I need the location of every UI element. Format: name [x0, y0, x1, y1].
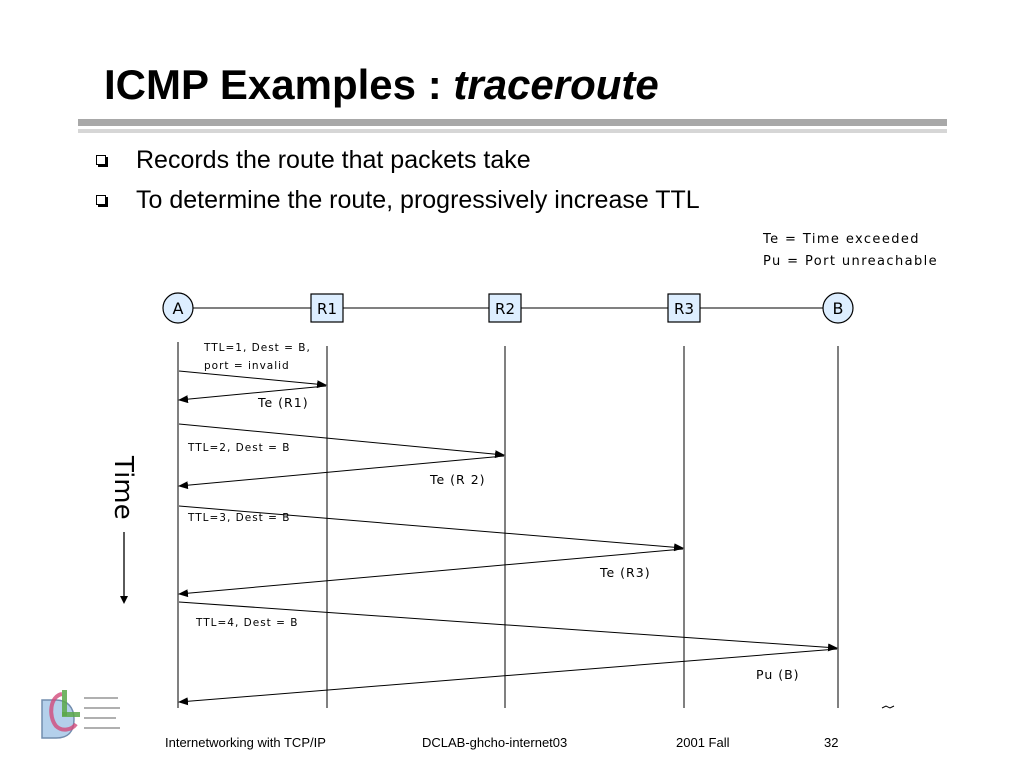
- node-r3-label: R3: [674, 300, 694, 318]
- time-axis-label: Time: [108, 456, 138, 520]
- slide-title-main: ICMP Examples :: [104, 61, 454, 108]
- probe-2-label: TTL=2, Dest = B: [188, 442, 291, 454]
- reply-4-arrow: [179, 649, 837, 702]
- node-r1-label: R1: [317, 300, 337, 318]
- cropped-mark: [882, 706, 894, 708]
- probe-4-label: TTL=4, Dest = B: [196, 617, 299, 629]
- probe-3-label: TTL=3, Dest = B: [188, 512, 291, 524]
- bullet-text: To determine the route, progressively increase TTL: [136, 186, 700, 214]
- time-axis-arrow-icon: [120, 596, 128, 604]
- probe-1-arrow: [179, 371, 326, 385]
- node-r2: [489, 294, 521, 322]
- probe-1-label-line-2: port = invalid: [204, 360, 290, 372]
- probe-1-label-line-1: TTL=1, Dest = B,: [204, 342, 311, 354]
- dclab-logo: [36, 686, 124, 744]
- node-b-label: B: [832, 299, 844, 318]
- footer-course: Internetworking with TCP/IP: [165, 735, 326, 750]
- legend-time-exceeded: Te = Time exceeded: [763, 232, 920, 247]
- bullet-text: Records the route that packets take: [136, 146, 531, 174]
- node-a: [163, 293, 193, 323]
- reply-2-label: Te (R 2): [430, 472, 486, 487]
- footer-term: 2001 Fall: [676, 735, 730, 750]
- legend-port-unreachable: Pu = Port unreachable: [763, 254, 939, 269]
- node-b: [823, 293, 853, 323]
- reply-4-label: Pu (B): [756, 667, 800, 682]
- reply-3-label: Te (R3): [600, 565, 651, 580]
- node-r3: [668, 294, 700, 322]
- footer-file: DCLAB-ghcho-internet03: [422, 735, 568, 750]
- node-r1: [311, 294, 343, 322]
- node-r2-label: R2: [495, 300, 515, 318]
- node-a-label: A: [172, 299, 184, 318]
- slide-title-italic: traceroute: [453, 61, 659, 108]
- reply-1-label: Te (R1): [258, 395, 309, 410]
- footer-page-number: 32: [824, 735, 839, 750]
